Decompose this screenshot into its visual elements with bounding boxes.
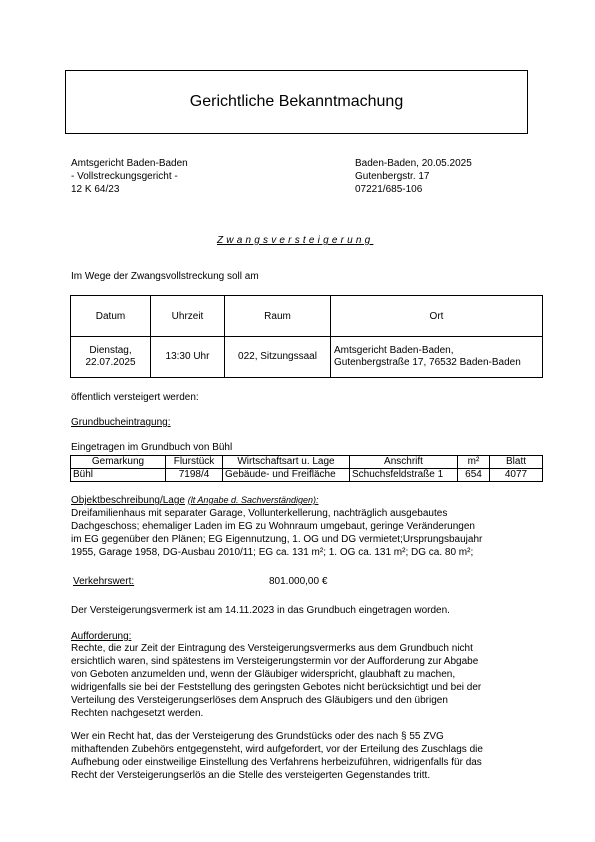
aufforderung-line: ersichtlich waren, sind spätestens im Versteigerungstermin vor der Aufforderung zur Abgabe <box>71 656 479 667</box>
objekt-line: Dachgeschoss; ehemaliger Laden im EG zu Wohnraum umgebaut, geringe Veränderungen <box>71 521 475 532</box>
gb-cell-anschrift: Schuchsfeldstraße 1 <box>350 469 458 482</box>
aufforderung-line: Rechte, die zur Zeit der Eintragung des Versteigerungsvermerks aus dem Grundbuch nicht <box>71 643 473 654</box>
court-phone: 07221/685-106 <box>355 184 423 195</box>
aufforderung-line: Rechten nachgesetzt werden. <box>71 708 204 719</box>
objekt-line: Dreifamilienhaus mit separater Garage, Vollunterkellerung, nachträglich ausgebautes <box>71 508 448 519</box>
header-raum: Raum <box>225 296 331 337</box>
cell-ort <box>331 337 543 378</box>
cell-raum: 022, Sitzungssaal <box>225 337 331 378</box>
schedule-table <box>70 295 543 378</box>
gb-header-blatt: Blatt <box>490 456 543 469</box>
gb-cell-flurstueck: 7198/4 <box>166 469 223 482</box>
court-name: Amtsgericht Baden-Baden <box>71 158 188 169</box>
aufforderung-line: Wer ein Recht hat, das der Versteigerung des Grundstücks oder des nach § 55 ZVG <box>71 731 444 742</box>
aufforderung-paragraph-1 <box>71 642 551 720</box>
vermerk-text: Der Versteigerungsvermerk ist am 14.11.2023 in das Grundbuch eingetragen worden. <box>71 605 450 616</box>
objekt-note: (lt Angabe d. Sachverständigen): <box>187 495 319 505</box>
court-dept: - Vollstreckungsgericht - <box>71 171 178 182</box>
grundbuch-table <box>70 455 543 482</box>
objekt-line: 1955, Garage 1958, DG-Ausbau 2010/11; EG ca. 131 m²; 1. OG ca. 131 m²; DG ca. 80 m²; <box>71 547 474 558</box>
gb-cell-m2: 654 <box>458 469 490 482</box>
aufforderung-line: von Geboten anzumelden und, wenn der Gläubiger widerspricht, glaubhaft zu machen, <box>71 669 456 680</box>
gb-header-wirtschaftsart: Wirtschaftsart u. Lage <box>223 456 350 469</box>
objekt-line: im EG gegenüber den Plänen; EG Eigennutzung, 1. OG und DG vermietet;Ursprungsbaujahr <box>71 534 483 545</box>
section-heading: Zwangsversteigerung <box>217 235 374 246</box>
objekt-label: Objektbeschreibung/Lage <box>71 495 185 506</box>
case-number: 12 K 64/23 <box>71 184 120 195</box>
aufforderung-paragraph-2 <box>71 730 551 782</box>
header-ort: Ort <box>331 296 543 337</box>
date-value: 22.07.2025 <box>85 357 136 368</box>
aufforderung-line: widrigenfalls sie bei der Feststellung des geringsten Gebotes nicht berücksichtigt und bei der <box>71 682 482 693</box>
place-line-1: Amtsgericht Baden-Baden, <box>334 345 454 356</box>
aufforderung-line: Aufhebung oder einstweilige Einstellung des Verfahrens herbeizuführen, widrigenfalls für das <box>71 757 482 768</box>
aufforderung-line: Verteilung des Versteigerungserlöses dem Anspruch des Gläubigers und den übrigen <box>71 695 448 706</box>
aufforderung-line: Recht der Versteigerungserlös an die Stelle des versteigerten Gegenstandes tritt. <box>71 770 431 781</box>
gb-header-gemarkung: Gemarkung <box>71 456 166 469</box>
city-date: Baden-Baden, 20.05.2025 <box>355 158 472 169</box>
grundbuch-intro: Eingetragen im Grundbuch von Bühl <box>71 442 233 453</box>
objekt-heading <box>71 494 319 507</box>
gb-cell-gemarkung: Bühl <box>71 469 166 482</box>
intro-text: Im Wege der Zwangsvollstreckung soll am <box>71 271 259 282</box>
gb-cell-wirtschaftsart: Gebäude- und Freifläche <box>223 469 350 482</box>
verkehrswert-label: Verkehrswert: <box>73 576 135 587</box>
cell-datum <box>71 337 151 378</box>
page-title: Gerichtliche Bekanntmachung <box>189 93 404 110</box>
header-datum: Datum <box>71 296 151 337</box>
date-weekday: Dienstag, <box>89 345 132 356</box>
cell-uhrzeit: 13:30 Uhr <box>151 337 225 378</box>
verkehrswert-value: 801.000,00 € <box>269 576 328 587</box>
aufforderung-label: Aufforderung: <box>71 631 132 642</box>
gb-header-m2: m² <box>458 456 490 469</box>
after-table-text: öffentlich versteigert werden: <box>71 392 199 403</box>
place-line-2: Gutenbergstraße 17, 76532 Baden-Baden <box>334 357 521 368</box>
header-uhrzeit: Uhrzeit <box>151 296 225 337</box>
title-box <box>65 70 528 134</box>
gb-header-flurstueck: Flurstück <box>166 456 223 469</box>
court-street: Gutenbergstr. 17 <box>355 171 430 182</box>
objekt-description <box>71 507 551 559</box>
grundbuch-label: Grundbucheintragung: <box>71 417 171 428</box>
gb-cell-blatt: 4077 <box>490 469 543 482</box>
aufforderung-line: mithaftenden Zubehörs entgegensteht, wird aufgefordert, vor der Erteilung des Zuschlags die <box>71 744 483 755</box>
gb-header-anschrift: Anschrift <box>350 456 458 469</box>
